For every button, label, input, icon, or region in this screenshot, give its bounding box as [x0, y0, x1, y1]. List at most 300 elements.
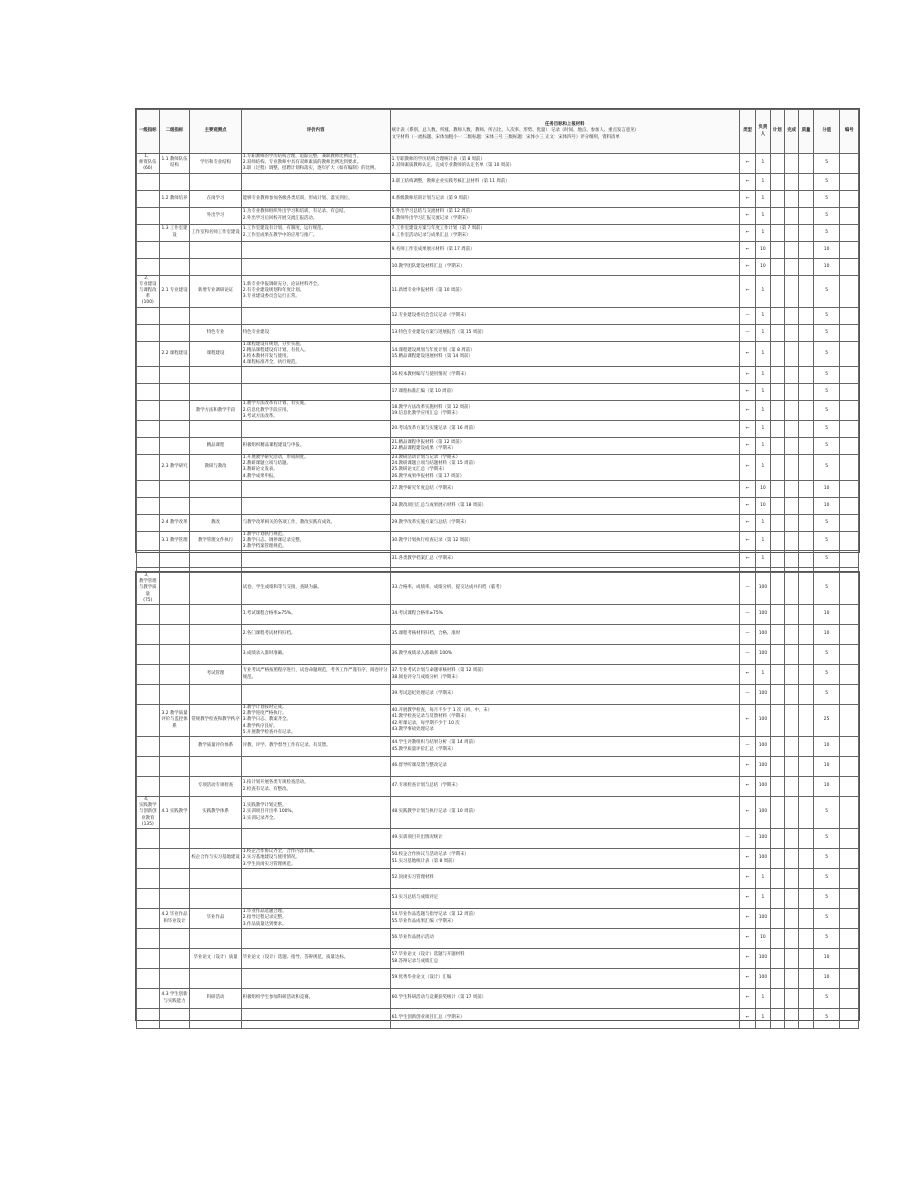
quality-cell — [799, 685, 813, 705]
quality-cell — [799, 645, 813, 665]
owner-cell: 1 — [756, 455, 770, 481]
plan-cell — [770, 401, 784, 421]
level1-cell: 4、 实践教学与创新创业教育 (135) — [137, 797, 160, 829]
level2-cell: 2.1 专业建设 — [159, 275, 190, 307]
task-cell: 35.课程考核材料归档，合格、准时 — [390, 625, 739, 645]
quality-cell — [799, 190, 813, 207]
owner-cell: 1 — [756, 514, 770, 531]
level2-cell — [159, 969, 190, 989]
evaluation-table-part-1 — [136, 109, 859, 585]
done-cell — [785, 324, 799, 341]
owner-cell: 100 — [756, 605, 770, 625]
type-cell: ← — [739, 241, 755, 258]
level1-cell — [137, 929, 160, 949]
type-cell: ← — [739, 757, 755, 777]
number-cell — [840, 1009, 859, 1029]
type-cell: — — [739, 829, 755, 849]
score-cell: 10 — [813, 777, 840, 797]
done-cell — [785, 497, 799, 514]
score-cell: 5 — [813, 797, 840, 829]
level2-cell — [159, 849, 190, 869]
table-sheet-2 — [135, 571, 860, 1021]
content-cell — [241, 929, 390, 949]
task-cell: 40.开展教学检查，每月不少于 1 次（初、中、末） 41.教学检查记录与反馈材料（学期末） 42.听课记录，每学期不少于 10 次 43.教学事故处理记录 — [390, 705, 739, 737]
owner-cell: 100 — [756, 969, 770, 989]
done-cell — [785, 829, 799, 849]
owner-cell: 10 — [756, 480, 770, 497]
content-cell: 1.实践教学计划完整。 2.实训项目开出率 100%。 3.实训记录齐全。 — [241, 797, 390, 829]
quality-cell — [799, 989, 813, 1009]
level1-cell: 3、 教学管理与教学质量 (75) — [137, 573, 160, 605]
table-row — [137, 275, 859, 307]
table-row — [137, 154, 859, 174]
table-row — [137, 665, 859, 685]
plan-cell — [770, 384, 784, 401]
done-cell — [785, 480, 799, 497]
key-point-cell: 专项活动专项检查 — [190, 777, 241, 797]
level1-cell — [137, 645, 160, 665]
quality-cell — [799, 154, 813, 174]
type-cell: ← — [739, 497, 755, 514]
table-row — [137, 341, 859, 367]
number-cell — [840, 401, 859, 421]
plan-cell — [770, 154, 784, 174]
task-cell: 14.课程建设规划与年度计划（第 8 周前） 15.精品课程建设进展材料（第 14 周前） — [390, 341, 739, 367]
quality-cell — [799, 869, 813, 889]
key-point-cell — [190, 241, 241, 258]
plan-cell — [770, 685, 784, 705]
content-cell: 1.考试课程合格率≥75%。 — [241, 605, 390, 625]
number-cell — [840, 989, 859, 1009]
type-cell: ← — [739, 551, 755, 568]
done-cell — [785, 531, 799, 551]
table-row — [137, 455, 859, 481]
done-cell — [785, 173, 799, 190]
number-cell — [840, 341, 859, 367]
quality-cell — [799, 551, 813, 568]
done-cell — [785, 685, 799, 705]
level2-cell — [159, 480, 190, 497]
score-cell: 5 — [813, 909, 840, 929]
type-cell: — — [739, 324, 755, 341]
plan-cell — [770, 797, 784, 829]
table-row — [137, 531, 859, 551]
content-cell: 评教、评学、教学督导工作有记录、有反馈。 — [241, 737, 390, 757]
task-cell: 29.教学改革实施方案与总结（学期末） — [390, 514, 739, 531]
plan-cell — [770, 258, 784, 275]
score-cell: 25 — [813, 705, 840, 737]
plan-cell — [770, 737, 784, 757]
score-cell: 10 — [813, 949, 840, 969]
table-row — [137, 190, 859, 207]
owner-cell: 1 — [756, 207, 770, 224]
level2-cell — [159, 929, 190, 949]
level1-cell — [137, 969, 160, 989]
table-row — [137, 1009, 859, 1029]
table-row — [137, 258, 859, 275]
level2-cell — [159, 605, 190, 625]
done-cell — [785, 757, 799, 777]
content-cell — [241, 421, 390, 438]
quality-cell — [799, 757, 813, 777]
task-cell: 36.教学成绩录入准确率 100% — [390, 645, 739, 665]
owner-cell: 100 — [756, 645, 770, 665]
type-cell: ← — [739, 455, 755, 481]
done-cell — [785, 514, 799, 531]
type-cell: ← — [739, 384, 755, 401]
type-cell: ← — [739, 869, 755, 889]
score-cell: 5 — [813, 645, 840, 665]
level2-cell — [159, 258, 190, 275]
task-cell: 44.学生评教组织与结果分析（第 14 周前） 45.教学质量评价汇总（学期末） — [390, 737, 739, 757]
score-cell: 5 — [813, 829, 840, 849]
score-cell: 5 — [813, 367, 840, 384]
level2-cell — [159, 1009, 190, 1029]
quality-cell — [799, 324, 813, 341]
level2-cell: 4.1 实践教学 — [159, 797, 190, 829]
score-cell: 5 — [813, 929, 840, 949]
content-cell: 1.毕业作品选题合理。 2.指导过程记录完整。 3.作品质量达到要求。 — [241, 909, 390, 929]
quality-cell — [799, 929, 813, 949]
level2-cell — [159, 665, 190, 685]
plan-cell — [770, 224, 784, 241]
score-cell: 5 — [813, 384, 840, 401]
owner-cell: 1 — [756, 438, 770, 455]
number-cell — [840, 869, 859, 889]
quality-cell — [799, 384, 813, 401]
level2-cell — [159, 438, 190, 455]
type-cell: ← — [739, 665, 755, 685]
plan-cell — [770, 190, 784, 207]
content-cell — [241, 384, 390, 401]
done-cell — [785, 438, 799, 455]
plan-cell — [770, 849, 784, 869]
score-cell: 5 — [813, 685, 840, 705]
score-cell: 10 — [813, 258, 840, 275]
type-cell: ← — [739, 531, 755, 551]
table-row — [137, 207, 859, 224]
key-point-cell: 教学管理文件执行 — [190, 531, 241, 551]
level2-cell — [159, 685, 190, 705]
number-cell — [840, 367, 859, 384]
number-cell — [840, 154, 859, 174]
number-cell — [840, 573, 859, 605]
owner-cell: 1 — [756, 1009, 770, 1029]
key-point-cell — [190, 645, 241, 665]
quality-cell — [799, 797, 813, 829]
number-cell — [840, 275, 859, 307]
table-row — [137, 384, 859, 401]
key-point-cell: 教研与教改 — [190, 455, 241, 481]
quality-cell — [799, 777, 813, 797]
content-cell: 1.教学方法改革有计划、有实施。 2.信息化教学手段应用。 3.考试方法改革。 — [241, 401, 390, 421]
key-point-cell — [190, 685, 241, 705]
owner-cell: 100 — [756, 777, 770, 797]
number-cell — [840, 207, 859, 224]
quality-cell — [799, 829, 813, 849]
level1-cell — [137, 551, 160, 568]
type-cell: ← — [739, 969, 755, 989]
level1-cell — [137, 849, 160, 869]
quality-cell — [799, 401, 813, 421]
header-quality: 质量 — [799, 110, 813, 154]
level1-cell — [137, 685, 160, 705]
task-cell: 17.课程标准汇编（第 10 周前） — [390, 384, 739, 401]
plan-cell — [770, 573, 784, 605]
content-cell: 积极组织精品课程建设与申报。 — [241, 438, 390, 455]
owner-cell: 1 — [756, 190, 770, 207]
score-cell: 5 — [813, 573, 840, 605]
key-point-cell — [190, 869, 241, 889]
level2-cell: 4.2 毕业作品和毕业设计 — [159, 909, 190, 929]
level2-cell — [159, 173, 190, 190]
owner-cell: 1 — [756, 551, 770, 568]
task-cell: 3.职工结构调整，教师企业实践考核汇总材料（第 11 周前） — [390, 173, 739, 190]
owner-cell: 1 — [756, 275, 770, 307]
key-point-cell: 学历和专业结构 — [190, 154, 241, 174]
number-cell — [840, 705, 859, 737]
done-cell — [785, 573, 799, 605]
key-point-cell: 工作室和名师工作室建设 — [190, 224, 241, 241]
type-cell: ← — [739, 1009, 755, 1029]
table-row — [137, 757, 859, 777]
score-cell: 5 — [813, 989, 840, 1009]
done-cell — [785, 154, 799, 174]
content-cell: 1.专职教师的学历结构合理，追踪完整，兼职教师比例适当。 2.双师结构。专业教师中具有双师素质的教师比例达到要求。 3.职（过程）调整。招聘计划和落实，逐年扩大（如有编制）的比例。 — [241, 154, 390, 174]
plan-cell — [770, 645, 784, 665]
quality-cell — [799, 909, 813, 929]
level1-cell — [137, 705, 160, 737]
plan-cell — [770, 909, 784, 929]
plan-cell — [770, 173, 784, 190]
number-cell — [840, 909, 859, 929]
quality-cell — [799, 438, 813, 455]
quality-cell — [799, 605, 813, 625]
owner-cell: 100 — [756, 909, 770, 929]
done-cell — [785, 551, 799, 568]
quality-cell — [799, 497, 813, 514]
owner-cell: 1 — [756, 307, 770, 324]
task-cell: 27.教学研究年度总结（学期末） — [390, 480, 739, 497]
owner-cell: 1 — [756, 224, 770, 241]
table-row — [137, 514, 859, 531]
number-cell — [840, 777, 859, 797]
level1-cell — [137, 341, 160, 367]
number-cell — [840, 645, 859, 665]
table-row — [137, 849, 859, 869]
level2-cell: 2.2 课程建设 — [159, 341, 190, 367]
done-cell — [785, 969, 799, 989]
key-point-cell — [190, 384, 241, 401]
done-cell — [785, 258, 799, 275]
task-cell: 49.实训项目开出情况统计 — [390, 829, 739, 849]
done-cell — [785, 207, 799, 224]
type-cell: ← — [739, 438, 755, 455]
done-cell — [785, 224, 799, 241]
owner-cell: 10 — [756, 929, 770, 949]
done-cell — [785, 367, 799, 384]
level1-cell — [137, 889, 160, 909]
type-cell: — — [739, 685, 755, 705]
key-point-cell: 科研活动 — [190, 989, 241, 1009]
key-point-cell — [190, 307, 241, 324]
content-cell — [241, 969, 390, 989]
task-cell: 52.顶岗实习管理材料 — [390, 869, 739, 889]
key-point-cell — [190, 929, 241, 949]
content-cell: 2.各门课程考试材料归档。 — [241, 625, 390, 645]
plan-cell — [770, 275, 784, 307]
content-cell: 1.教学计划按时完成。 2.教学进度严格执行。 3.教学日志、教案齐全。 4.教学秩序良好。 5.开展教学检查并有记录。 — [241, 705, 390, 737]
level1-cell — [137, 869, 160, 889]
owner-cell: 1 — [756, 401, 770, 421]
task-cell: 53.实习总结与成绩评定 — [390, 889, 739, 909]
table-row — [137, 645, 859, 665]
key-point-cell: 教学方法和教学手段 — [190, 401, 241, 421]
done-cell — [785, 797, 799, 829]
quality-cell — [799, 421, 813, 438]
level2-cell — [159, 829, 190, 849]
type-cell: ← — [739, 909, 755, 929]
plan-cell — [770, 757, 784, 777]
task-cell: 48.实践教学计划与执行记录（第 10 周前） — [390, 797, 739, 829]
score-cell: 10 — [813, 480, 840, 497]
table-row — [137, 173, 859, 190]
level2-cell — [159, 384, 190, 401]
content-cell: 积极组织学生参加科研活动和竞赛。 — [241, 989, 390, 1009]
level1-cell — [137, 757, 160, 777]
done-cell — [785, 275, 799, 307]
done-cell — [785, 421, 799, 438]
level1-cell — [137, 421, 160, 438]
number-cell — [840, 665, 859, 685]
done-cell — [785, 625, 799, 645]
task-cell: 34.考试课程合格率≥75% — [390, 605, 739, 625]
task-cell: 57.毕业论文（设计）选题与开题材料 58.答辩记录与成绩汇总 — [390, 949, 739, 969]
task-cell: 31.各类教学档案汇总（学期末） — [390, 551, 739, 568]
content-cell — [241, 889, 390, 909]
key-point-cell: 特色专业 — [190, 324, 241, 341]
quality-cell — [799, 949, 813, 969]
level2-cell — [159, 949, 190, 969]
level2-cell — [159, 307, 190, 324]
level1-cell — [137, 384, 160, 401]
number-cell — [840, 969, 859, 989]
table-row — [137, 797, 859, 829]
level2-cell: 4.3 学生创新与实践能力 — [159, 989, 190, 1009]
content-cell — [241, 480, 390, 497]
done-cell — [785, 384, 799, 401]
number-cell — [840, 224, 859, 241]
type-cell: ← — [739, 849, 755, 869]
plan-cell — [770, 889, 784, 909]
level2-cell: 2.4 教学改革 — [159, 514, 190, 531]
quality-cell — [799, 625, 813, 645]
key-point-cell: 精品课程 — [190, 438, 241, 455]
plan-cell — [770, 324, 784, 341]
quality-cell — [799, 307, 813, 324]
plan-cell — [770, 514, 784, 531]
level2-cell — [159, 551, 190, 568]
key-point-cell: 教学质量评价体系 — [190, 737, 241, 757]
content-cell — [241, 367, 390, 384]
done-cell — [785, 307, 799, 324]
task-cell: 5.外出学习总结与交流材料（第 12 周前） 6.教师外出学习汇报交流记录（学期末） — [390, 207, 739, 224]
content-cell — [241, 497, 390, 514]
plan-cell — [770, 625, 784, 645]
header-key-points: 主要观测点 — [190, 110, 241, 154]
done-cell — [785, 241, 799, 258]
evaluation-table-part-2 — [136, 572, 859, 1029]
done-cell — [785, 909, 799, 929]
type-cell: ← — [739, 367, 755, 384]
owner-cell: 1 — [756, 173, 770, 190]
header-task — [390, 110, 739, 154]
plan-cell — [770, 777, 784, 797]
task-cell: 10.教学团队建设材料汇总（学期末） — [390, 258, 739, 275]
quality-cell — [799, 275, 813, 307]
content-cell: 试卷、学生成绩和等与交接，查缺为漏。 — [241, 573, 390, 605]
level1-cell — [137, 665, 160, 685]
done-cell — [785, 989, 799, 1009]
level2-cell: 1.2 教师培养 — [159, 190, 190, 207]
owner-cell: 10 — [756, 497, 770, 514]
owner-cell: 100 — [756, 625, 770, 645]
level1-cell — [137, 777, 160, 797]
number-cell — [840, 797, 859, 829]
task-cell: 61.学生创新创业项目汇总（学期末） — [390, 1009, 739, 1029]
task-cell: 47.专项检查计划与总结（学期末） — [390, 777, 739, 797]
type-cell: — — [739, 625, 755, 645]
owner-cell: 100 — [756, 797, 770, 829]
level1-cell: 1、 师资队伍 (60) — [137, 154, 160, 174]
quality-cell — [799, 241, 813, 258]
task-cell: 46.督导听课反馈与整改记录 — [390, 757, 739, 777]
type-cell: — — [739, 645, 755, 665]
quality-cell — [799, 705, 813, 737]
number-cell — [840, 829, 859, 849]
task-cell: 59.优秀毕业论文（设计）汇编 — [390, 969, 739, 989]
content-cell — [241, 258, 390, 275]
number-cell — [840, 849, 859, 869]
key-point-cell — [190, 480, 241, 497]
number-cell — [840, 480, 859, 497]
owner-cell: 1 — [756, 531, 770, 551]
type-cell: — — [739, 605, 755, 625]
score-cell: 5 — [813, 455, 840, 481]
header-owner: 负责人 — [756, 110, 770, 154]
number-cell — [840, 190, 859, 207]
level1-cell — [137, 949, 160, 969]
score-cell: 10 — [813, 497, 840, 514]
content-cell: 1.教学计划执行规范。 2.教学日志、调停课记录完整。 3.教学档案管理规范。 — [241, 531, 390, 551]
level1-cell — [137, 190, 160, 207]
number-cell — [840, 438, 859, 455]
task-cell: 11.新增专业申报材料（第 10 周前） — [390, 275, 739, 307]
table-row — [137, 605, 859, 625]
content-cell: 特色专业建设 — [241, 324, 390, 341]
number-cell — [840, 551, 859, 568]
level1-cell — [137, 207, 160, 224]
key-point-cell: 校企合作与实习基地建设 — [190, 849, 241, 869]
level2-cell — [159, 367, 190, 384]
header-type: 类型 — [739, 110, 755, 154]
number-cell — [840, 625, 859, 645]
table-row — [137, 401, 859, 421]
plan-cell — [770, 969, 784, 989]
content-cell: 1.工作室建设有计划、有制度，运行规范。 2.工作室成果在教学中的应用与推广。 — [241, 224, 390, 241]
score-cell: 5 — [813, 421, 840, 438]
done-cell — [785, 929, 799, 949]
